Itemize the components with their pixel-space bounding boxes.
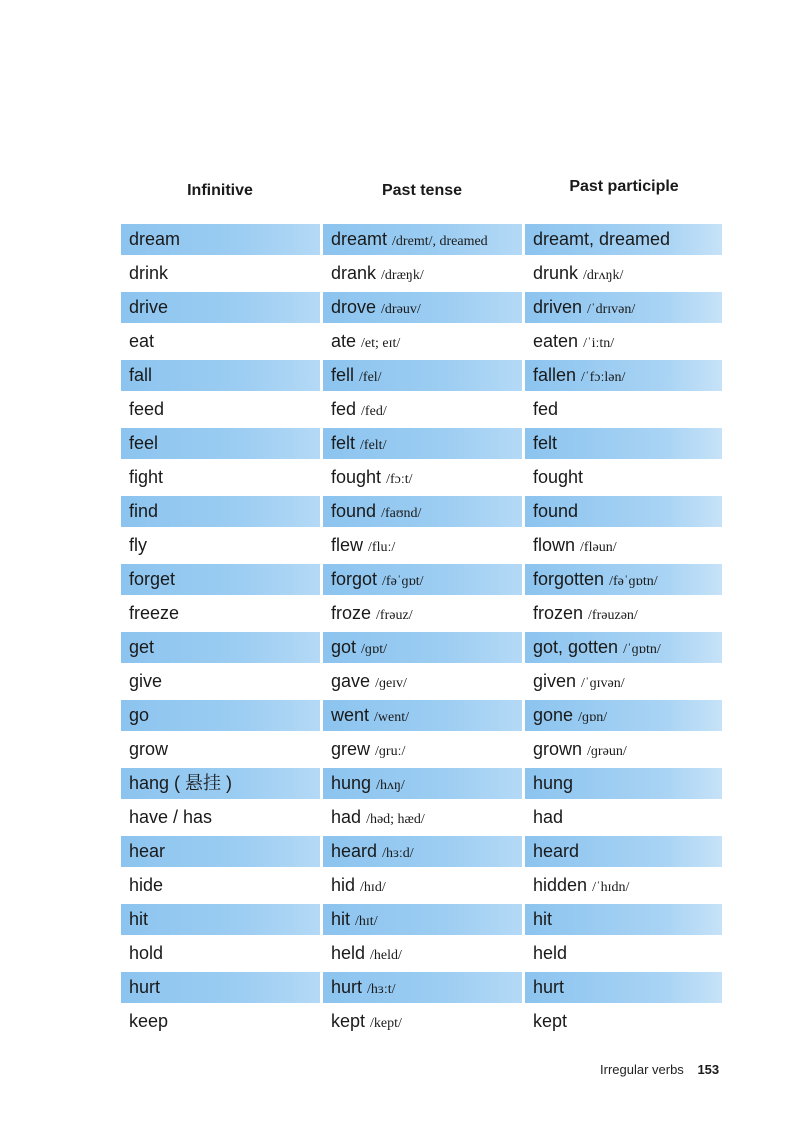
infinitive-cell [121,292,320,323]
infinitive-text: forget [129,569,176,589]
past-participle-cell [525,938,722,969]
infinitive-text: fight [129,467,164,487]
infinitive-text: give [129,671,163,691]
infinitive-text: hide [129,875,164,895]
past-tense-ipa: /ɡeɪv/ [375,676,407,691]
infinitive-cell [121,938,320,969]
infinitive-cell [121,530,320,561]
past-tense-text: fought [331,467,382,487]
past-tense-text: hung [331,773,372,793]
past-participle-ipa: /ɡrəun/ [587,744,627,759]
past-tense-ipa: /fəˈɡɒt/ [382,574,424,589]
past-participle-cell [525,768,722,799]
past-tense-ipa: /fɔːt/ [386,472,413,487]
verb-table [121,224,733,1040]
infinitive-cell [121,700,320,731]
infinitive-text: get [129,637,155,657]
infinitive-cell [121,870,320,901]
infinitive-cell [121,224,320,255]
past-tense-cell [323,666,522,697]
infinitive-text: find [129,501,159,521]
past-tense-cell [323,700,522,731]
table-row [121,224,733,258]
infinitive-cell [121,598,320,629]
past-participle-text: frozen [533,603,584,623]
past-participle-text: eaten [533,331,579,351]
past-tense-ipa: /went/ [374,710,410,725]
infinitive-text: feed [129,399,165,419]
infinitive-text: drive [129,297,169,317]
table-row [121,428,733,462]
past-tense-ipa: /fluː/ [368,540,396,555]
past-participle-text: driven [533,297,583,317]
past-participle-cell [525,1006,722,1037]
page-number: 153 [697,1062,720,1077]
infinitive-cell [121,632,320,663]
past-tense-text: drank [331,263,377,283]
past-participle-text: flown [533,535,576,555]
table-row [121,496,733,530]
past-participle-cell [525,326,722,357]
past-tense-cell [323,836,522,867]
past-participle-cell [525,700,722,731]
past-participle-text: held [533,943,568,963]
past-tense-text: felt [331,433,356,453]
past-tense-text: fell [331,365,355,385]
infinitive-text: have / has [129,807,213,827]
table-row [121,734,733,768]
table-row [121,700,733,734]
table-row [121,564,733,598]
past-participle-text: forgotten [533,569,605,589]
past-participle-ipa: /ˈɡɒtn/ [623,642,661,657]
past-participle-text: fallen [533,365,577,385]
table-row [121,632,733,666]
header-past-participle: Past participle [569,178,679,195]
infinitive-cell [121,394,320,425]
table-row [121,530,733,564]
past-participle-text: fed [533,399,559,419]
infinitive-text: hurt [129,977,161,997]
past-tense-text: fed [331,399,357,419]
past-tense-cell [323,768,522,799]
past-tense-ipa: /held/ [370,948,402,963]
past-tense-text: got [331,637,357,657]
table-row [121,326,733,360]
past-participle-ipa: /frəuzən/ [588,608,638,623]
infinitive-cell [121,462,320,493]
table-row [121,972,733,1006]
header-infinitive: Infinitive [187,182,253,199]
infinitive-cell [121,734,320,765]
past-participle-cell [525,496,722,527]
table-header [120,178,732,204]
past-tense-ipa: /drəuv/ [381,302,421,317]
infinitive-text: dream [129,229,181,249]
past-participle-ipa: /ˈiːtn/ [583,336,615,351]
past-participle-cell [525,870,722,901]
infinitive-text: hang ( 悬挂 ) [129,773,233,793]
page-footer [600,1062,760,1077]
past-participle-text: hung [533,773,574,793]
past-tense-cell [323,326,522,357]
table-row [121,1006,733,1040]
infinitive-text: fly [129,535,147,555]
past-tense-text: hurt [331,977,363,997]
past-tense-cell [323,734,522,765]
infinitive-cell [121,836,320,867]
table-row [121,598,733,632]
table-row [121,360,733,394]
past-tense-ipa: /dræŋk/ [381,268,424,283]
infinitive-text: fall [129,365,153,385]
past-participle-cell [525,360,722,391]
past-participle-text: grown [533,739,583,759]
past-participle-cell [525,258,722,289]
past-tense-cell [323,564,522,595]
infinitive-text: go [129,705,150,725]
past-participle-text: fought [533,467,584,487]
past-participle-ipa: /ˈɡɪvən/ [581,676,625,691]
table-row [121,904,733,938]
past-participle-ipa: /drʌŋk/ [583,268,624,283]
header-past-tense: Past tense [381,182,463,199]
infinitive-cell [121,496,320,527]
past-tense-text: flew [331,535,364,555]
past-tense-text: hid [331,875,356,895]
infinitive-text: hear [129,841,166,861]
table-row [121,292,733,326]
past-tense-ipa: /hɪt/ [355,914,378,929]
table-row [121,836,733,870]
past-tense-cell [323,530,522,561]
past-participle-cell [525,734,722,765]
infinitive-cell [121,1006,320,1037]
past-participle-cell [525,972,722,1003]
infinitive-cell [121,360,320,391]
past-tense-cell [323,904,522,935]
past-participle-cell [525,598,722,629]
infinitive-cell [121,802,320,833]
past-participle-cell [525,836,722,867]
past-participle-cell [525,666,722,697]
past-tense-cell [323,394,522,425]
past-participle-text: gone [533,705,574,725]
table-row [121,666,733,700]
past-participle-cell [525,564,722,595]
past-tense-ipa: /kept/ [370,1016,402,1031]
past-tense-cell [323,870,522,901]
past-tense-text: forgot [331,569,378,589]
past-tense-ipa: /hɪd/ [360,880,386,895]
past-tense-cell [323,1006,522,1037]
past-tense-text: held [331,943,366,963]
infinitive-cell [121,972,320,1003]
past-tense-cell [323,496,522,527]
past-participle-cell [525,802,722,833]
past-participle-text: given [533,671,577,691]
infinitive-text: eat [129,331,155,351]
past-tense-text: dreamt [331,229,388,249]
past-participle-ipa: /ɡɒn/ [578,710,608,725]
past-tense-cell [323,802,522,833]
past-participle-text: dreamt, dreamed [533,229,671,249]
past-participle-ipa: /ˈdrɪvən/ [587,302,636,317]
past-tense-text: ate [331,331,357,351]
past-tense-text: heard [331,841,378,861]
past-tense-ipa: /hʌŋ/ [376,778,405,793]
past-participle-text: felt [533,433,558,453]
past-tense-ipa: /felt/ [360,438,387,453]
past-tense-text: kept [331,1011,366,1031]
infinitive-text: feel [129,433,159,453]
past-tense-ipa: /fel/ [359,370,382,385]
past-tense-ipa: /dremt/, dreamed [392,234,488,249]
past-tense-ipa: /hɜːt/ [367,982,396,997]
table-row [121,938,733,972]
past-participle-cell [525,462,722,493]
past-tense-text: drove [331,297,377,317]
infinitive-cell [121,326,320,357]
past-tense-cell [323,258,522,289]
past-tense-cell [323,428,522,459]
infinitive-cell [121,904,320,935]
infinitive-cell [121,564,320,595]
past-participle-text: had [533,807,564,827]
past-tense-text: hit [331,909,351,929]
past-tense-cell [323,972,522,1003]
past-tense-ipa: /faʊnd/ [381,506,422,521]
past-participle-text: hit [533,909,553,929]
table-row [121,394,733,428]
past-tense-ipa: /ɡruː/ [375,744,406,759]
past-participle-text: found [533,501,579,521]
past-tense-ipa: /frəuz/ [376,608,413,623]
past-tense-cell [323,292,522,323]
infinitive-text: hit [129,909,149,929]
past-tense-ipa: /et; eɪt/ [361,336,401,351]
past-tense-text: had [331,807,362,827]
past-tense-text: went [331,705,370,725]
past-participle-cell [525,394,722,425]
infinitive-text: drink [129,263,169,283]
past-tense-text: grew [331,739,371,759]
past-participle-text: drunk [533,263,579,283]
past-tense-text: froze [331,603,372,623]
past-tense-ipa: /ɡɒt/ [361,642,388,657]
past-participle-cell [525,224,722,255]
past-participle-cell [525,530,722,561]
past-participle-ipa: /fləun/ [580,540,617,555]
past-tense-ipa: /həd; hæd/ [366,812,425,827]
infinitive-text: freeze [129,603,180,623]
past-tense-cell [323,598,522,629]
past-participle-ipa: /fəˈɡɒtn/ [609,574,658,589]
past-tense-cell [323,462,522,493]
past-participle-text: kept [533,1011,568,1031]
past-participle-text: got, gotten [533,637,619,657]
past-participle-ipa: /ˈhɪdn/ [592,880,630,895]
past-tense-cell [323,224,522,255]
past-tense-cell [323,360,522,391]
past-tense-text: found [331,501,377,521]
past-tense-ipa: /fed/ [361,404,387,419]
table-row [121,802,733,836]
past-tense-cell [323,632,522,663]
infinitive-text: grow [129,739,169,759]
infinitive-cell [121,428,320,459]
past-participle-text: hidden [533,875,588,895]
past-participle-text: heard [533,841,580,861]
past-participle-cell [525,292,722,323]
section-title: Irregular verbs [600,1062,684,1077]
past-participle-cell [525,428,722,459]
past-tense-text: gave [331,671,371,691]
past-tense-cell [323,938,522,969]
table-row [121,462,733,496]
infinitive-cell [121,768,320,799]
infinitive-cell [121,666,320,697]
infinitive-text: hold [129,943,164,963]
past-participle-text: hurt [533,977,565,997]
table-row [121,768,733,802]
past-tense-ipa: /hɜːd/ [382,846,414,861]
past-participle-cell [525,904,722,935]
infinitive-text: keep [129,1011,169,1031]
past-participle-ipa: /ˈfɔːlən/ [581,370,626,385]
table-row [121,258,733,292]
past-participle-cell [525,632,722,663]
table-row [121,870,733,904]
infinitive-cell [121,258,320,289]
